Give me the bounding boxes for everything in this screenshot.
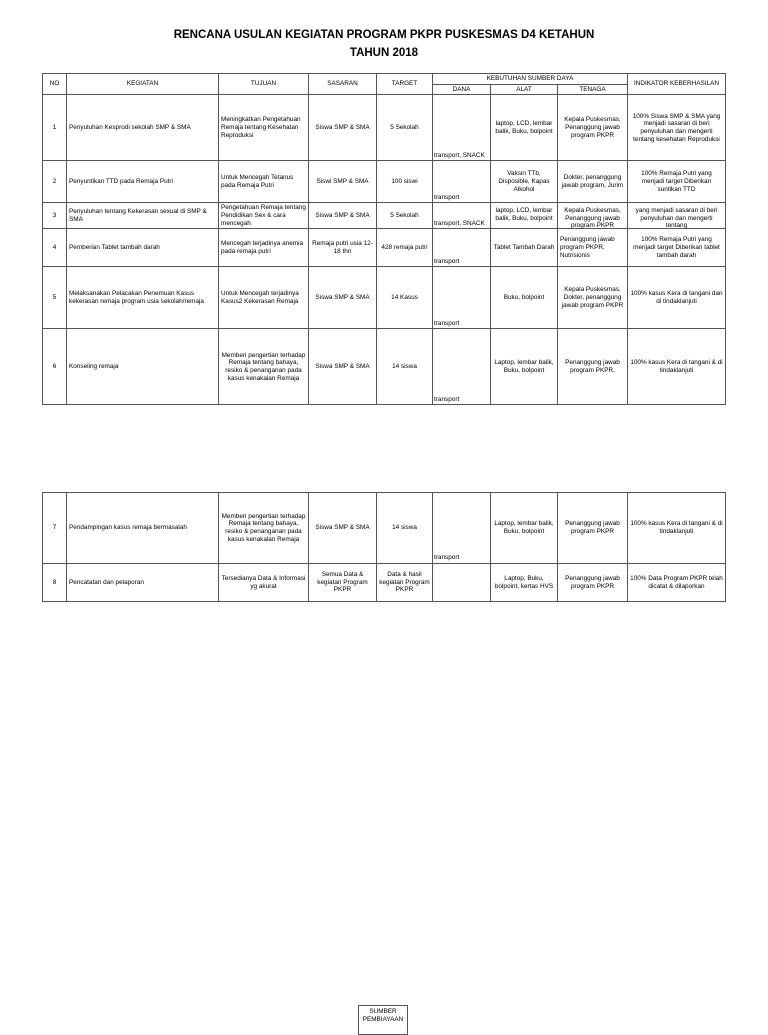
- sumber-pembiayaan-box: [358, 1005, 408, 1035]
- row-no: 6: [43, 329, 67, 405]
- table-row: [43, 329, 726, 405]
- row-alat: Laptop, lembar balik, Buku, bolpoint: [491, 493, 558, 564]
- row-target: 428 remaja putri: [377, 229, 433, 267]
- row-tenaga: Kepala Puskesmas, Dokter, penanggung jawab program PKPR: [558, 267, 628, 329]
- row-indikator: 100% kasus Kera di tangani & di tindaklanjuti: [628, 493, 726, 564]
- row-no: 8: [43, 564, 67, 602]
- header-kebutuhan-sumber-daya: KEBUTUHAN SUMBER DAYA: [433, 74, 628, 85]
- header-tujuan: TUJUAN: [219, 74, 309, 95]
- row-tenaga: Penanggung jawab program PKPR, Nutrisionis: [558, 229, 628, 267]
- activity-plan-table-continued: [42, 492, 726, 602]
- row-no: 3: [43, 203, 67, 229]
- row-no: 4: [43, 229, 67, 267]
- row-dana: transport: [433, 161, 491, 203]
- row-dana: transport, SNACK: [433, 95, 491, 161]
- row-indikator: 100% Remaja Putri yang menjadi target Diberikan tablet tambah darah: [628, 229, 726, 267]
- row-tujuan: Memberi pengertian terhadap Remaja tentang bahaya, resiko & penanganan pada kasus kenakalan Remaja: [219, 329, 309, 405]
- header-no: NO: [43, 74, 67, 95]
- row-tujuan: Pengetahuan Remaja tentang Pendidikan Sex & cara mencegah: [219, 203, 309, 229]
- header-tenaga: TENAGA: [558, 84, 628, 95]
- row-target: 100 siswi: [377, 161, 433, 203]
- activity-plan-table: [42, 73, 726, 405]
- row-sasaran: Siswa SMP & SMA: [309, 329, 377, 405]
- row-sasaran: Siswa SMP & SMA: [309, 493, 377, 564]
- header-sasaran: SASARAN: [309, 74, 377, 95]
- row-dana: transport: [433, 229, 491, 267]
- row-alat: laptop, LCD, lembar balik, Buku, bolpoint: [491, 95, 558, 161]
- row-tenaga: Dokter, penanggung jawab program, Jurim: [558, 161, 628, 203]
- row-kegiatan: Melaksanakan Pelacakan Penemuan Kasus kekerasan remaja program usia sekolah/remaja: [67, 267, 219, 329]
- row-kegiatan: Penyuntikan TTD pada Remaja Putri: [67, 161, 219, 203]
- table-row: [43, 229, 726, 267]
- row-target: 5 Sekolah: [377, 95, 433, 161]
- row-indikator: yang menjadi sasaran di beri penyuluhan dan mengerti tentang: [628, 203, 726, 229]
- row-tujuan: Meningkatkan Pengetahuan Remaja tentang Kesehatan Reproduksi: [219, 95, 309, 161]
- table-row: [43, 564, 726, 602]
- row-alat: laptop, LCD, lembar balik, Buku, bolpoint: [491, 203, 558, 229]
- row-sasaran: Semua Data & kegiatan Program PKPR: [309, 564, 377, 602]
- row-tujuan: Untuk Mencegah Tetanus pada Remaja Putri: [219, 161, 309, 203]
- row-tenaga: Penanggung jawab program PKPR: [558, 564, 628, 602]
- row-dana: transport: [433, 267, 491, 329]
- row-indikator: 100% kasus Kera di tangani & di tindaklanjuti: [628, 329, 726, 405]
- row-indikator: 100% Data Program PKPR telah dicatat & dilaporkan: [628, 564, 726, 602]
- row-target: 14 siswa: [377, 329, 433, 405]
- row-sasaran: Remaja putri usia 12-18 thn: [309, 229, 377, 267]
- row-sasaran: Siswa SMP & SMA: [309, 203, 377, 229]
- footer-line-2: PEMBIAYAAN: [362, 1016, 404, 1024]
- row-indikator: 100% Siswa SMP & SMA yang menjadi sasaran di beri penyuluhan dan mengerti tentang kesehatan Reproduksi: [628, 95, 726, 161]
- row-target: 5 Sekolah: [377, 203, 433, 229]
- row-kegiatan: Penyuluhan tentang Kekerasan sexual di SMP & SMA: [67, 203, 219, 229]
- row-kegiatan: Pendampingan kasus remaja bermasalah: [67, 493, 219, 564]
- footer-line-1: SUMBER: [369, 1008, 397, 1015]
- document-year: TAHUN 2018: [349, 47, 419, 59]
- row-sasaran: Siswa SMP & SMA: [309, 95, 377, 161]
- row-tujuan: Memberi pengertian terhadap Remaja tentang bahaya, resiko & penanganan pada kasus kenakalan Remaja: [219, 493, 309, 564]
- row-no: 1: [43, 95, 67, 161]
- row-dana: transport: [433, 493, 491, 564]
- table-row: [43, 161, 726, 203]
- row-no: 5: [43, 267, 67, 329]
- row-target: Data & hasil kegiatan Program PKPR: [377, 564, 433, 602]
- row-tujuan: Mencegah terjadinya anemia pada remaja putri: [219, 229, 309, 267]
- row-target: 14 siswa: [377, 493, 433, 564]
- header-kegiatan: KEGIATAN: [67, 74, 219, 95]
- row-dana: transport, SNACK: [433, 203, 491, 229]
- row-tenaga: Kepala Puskesmas, Penanggung jawab program PKPR: [558, 203, 628, 229]
- row-sasaran: Siswa SMP & SMA: [309, 267, 377, 329]
- table-row: [43, 267, 726, 329]
- row-kegiatan: Penyuluhan Kesprodi sekolah SMP & SMA: [67, 95, 219, 161]
- row-dana: transport: [433, 329, 491, 405]
- row-kegiatan: Konseling remaja: [67, 329, 219, 405]
- header-indikator: INDIKATOR KEBERHASILAN: [628, 74, 726, 95]
- row-kegiatan: Pemberian Tablet tambah darah: [67, 229, 219, 267]
- row-no: 2: [43, 161, 67, 203]
- row-alat: Tablet Tambah Darah: [491, 229, 558, 267]
- row-kegiatan: Pencatatan dan pelaporan: [67, 564, 219, 602]
- table-row: [43, 493, 726, 564]
- row-dana: [433, 564, 491, 602]
- row-tenaga: Penanggung jawab program PKPR,: [558, 329, 628, 405]
- row-tenaga: Kepala Puskesmas, Penanggung jawab program PKPR: [558, 95, 628, 161]
- row-target: 14 Kasus: [377, 267, 433, 329]
- row-indikator: 100% Remaja Putri yang menjadi target Diberikan suntikan TTD: [628, 161, 726, 203]
- table-row: [43, 95, 726, 161]
- row-alat: Laptop, Buku, bolpoint, kertas HVS: [491, 564, 558, 602]
- table-row: [43, 203, 726, 229]
- header-dana: DANA: [433, 84, 491, 95]
- row-no: 7: [43, 493, 67, 564]
- row-alat: Buku, bolpoint: [491, 267, 558, 329]
- row-tujuan: Untuk Mencegah terjadinya Kasus2 Kekerasan Remaja: [219, 267, 309, 329]
- row-sasaran: Siswi SMP & SMA: [309, 161, 377, 203]
- header-target: TARGET: [377, 74, 433, 95]
- row-tujuan: Tersedianya Data & Informasi yg akurat: [219, 564, 309, 602]
- row-alat: Vaksin TTb, Disposible, Kapas Alkohol: [491, 161, 558, 203]
- row-alat: Laptop, lembar balik, Buku, bolpoint: [491, 329, 558, 405]
- row-indikator: 100% kasus Kera di tangani dan di tindaklanjuti: [628, 267, 726, 329]
- row-tenaga: Penanggung jawab program PKPR: [558, 493, 628, 564]
- header-alat: ALAT: [491, 84, 558, 95]
- document-title: RENCANA USULAN KEGIATAN PROGRAM PKPR PUSKESMAS D4 KETAHUN: [173, 29, 595, 41]
